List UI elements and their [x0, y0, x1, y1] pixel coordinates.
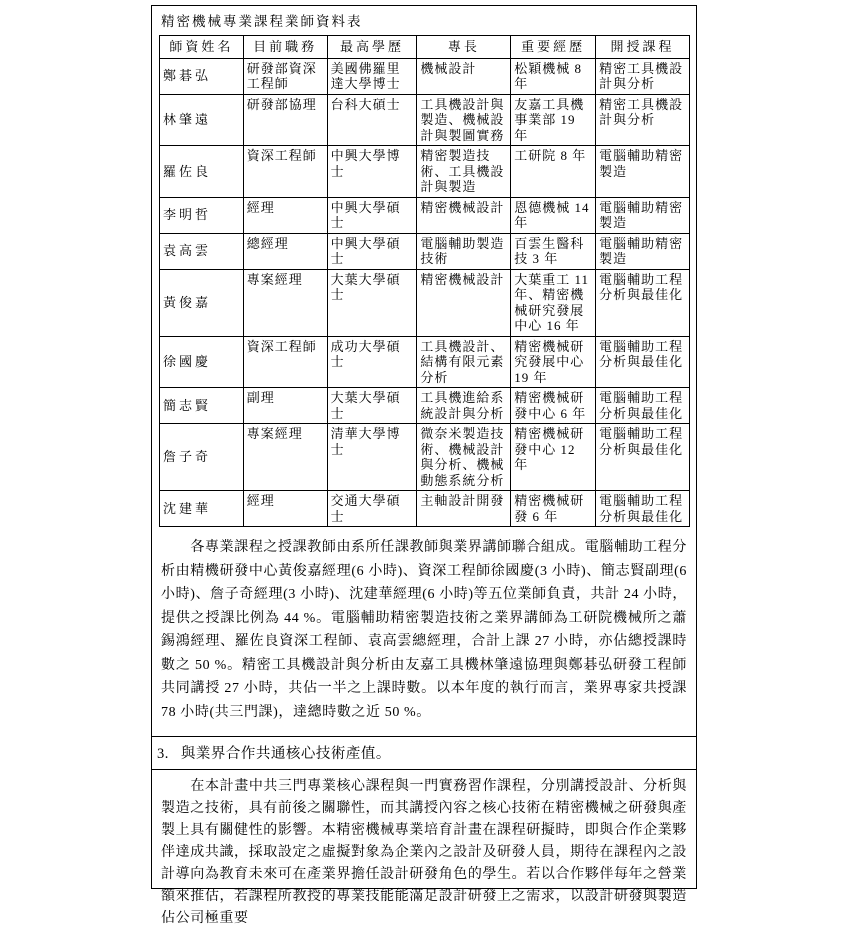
cell-instructor-name: 李明哲: [160, 197, 244, 233]
table-row: [160, 491, 690, 527]
cell-key-experience: 百雲生醫科技 3 年: [511, 233, 596, 269]
instructor-table: [159, 35, 690, 527]
cell-courses-taught: 電腦輔助工程分析與最佳化: [596, 424, 690, 491]
cell-current-position: 經理: [243, 197, 327, 233]
cell-highest-degree: 中興大學碩士: [327, 233, 417, 269]
cell-current-position: 資深工程師: [243, 146, 327, 198]
cell-courses-taught: 電腦輔助精密製造: [596, 233, 690, 269]
cell-instructor-name: 徐國慶: [160, 336, 244, 388]
cell-current-position: 資深工程師: [243, 336, 327, 388]
cell-instructor-name: 鄭碁弘: [160, 58, 244, 94]
table-row: [160, 94, 690, 146]
cell-instructor-name: 林肇遠: [160, 94, 244, 146]
cell-instructor-name: 黃俊嘉: [160, 269, 244, 336]
cell-courses-taught: 精密工具機設計與分析: [596, 94, 690, 146]
cell-highest-degree: 中興大學碩士: [327, 197, 417, 233]
cell-highest-degree: 成功大學碩士: [327, 336, 417, 388]
cell-specialty: 工具機設計與製造、機械設計與製圖實務: [417, 94, 511, 146]
cell-specialty: 精密製造技術、工具機設計與製造: [417, 146, 511, 198]
cell-current-position: 專案經理: [243, 269, 327, 336]
table-row: [160, 197, 690, 233]
cell-specialty: 主軸設計開發: [417, 491, 511, 527]
cell-current-position: 研發部資深工程師: [243, 58, 327, 94]
cell-instructor-name: 簡志賢: [160, 388, 244, 424]
table-header-row: [160, 36, 690, 59]
cell-instructor-name: 詹子奇: [160, 424, 244, 491]
cell-specialty: 機械設計: [417, 58, 511, 94]
column-header-specialty: 專長: [417, 36, 511, 59]
cell-key-experience: 恩德機械 14 年: [511, 197, 596, 233]
cell-key-experience: 松穎機械 8 年: [511, 58, 596, 94]
cell-instructor-name: 袁高雲: [160, 233, 244, 269]
cell-key-experience: 精密機械研究發展中心 19 年: [511, 336, 596, 388]
column-header-highest-degree: 最高學歷: [327, 36, 417, 59]
cell-key-experience: 精密機械研發 6 年: [511, 491, 596, 527]
cell-specialty: 微奈米製造技術、機械設計與分析、機械動態系統分析: [417, 424, 511, 491]
section-number: 3.: [157, 746, 169, 762]
table-row: [160, 58, 690, 94]
column-header-courses-taught: 開授課程: [596, 36, 690, 59]
cell-key-experience: 工研院 8 年: [511, 146, 596, 198]
doc-title: 精密機械專業課程業師資料表: [161, 14, 363, 29]
cell-highest-degree: 美國佛羅里達大學博士: [327, 58, 417, 94]
section-3-heading-row: [152, 736, 696, 770]
table-row: [160, 424, 690, 491]
section-heading: 與業界合作共通核心技術產值。: [180, 746, 391, 762]
cell-highest-degree: 大葉大學碩士: [327, 269, 417, 336]
cell-current-position: 副理: [243, 388, 327, 424]
table-row: [160, 336, 690, 388]
cell-highest-degree: 大葉大學碩士: [327, 388, 417, 424]
cell-courses-taught: 電腦輔助精密製造: [596, 146, 690, 198]
paragraph-1: 各專業課程之授課教師由系所任課教師與業界講師聯合組成。電腦輔助工程分析由精機研發中心黃俊嘉經理(6 小時)、資深工程師徐國慶(3 小時)、簡志賢副理(6 小時)、詹子奇經理(3 小時)、沈建華經理(6 小時)等五位業師負責，共計 24 小時，提供之授課比例為 44 %。電腦輔助精密製造技術之業界講師為工研院機械所之蕭錫鴻經理、羅佐良資深工程師、袁高雲總經理，合計上課 27 小時，亦佔總授課時數之 50 %。精密工具機設計與分析由友嘉工具機林肇遠協理與鄭碁弘研發工程師共同講授 27 小時，共佔一半之上課時數。以本年度的執行而言，業界專家共授課 78 小時(共三門課)，達總時數之近 50 %。: [161, 540, 687, 720]
cell-current-position: 研發部協理: [243, 94, 327, 146]
cell-highest-degree: 清華大學博士: [327, 424, 417, 491]
cell-highest-degree: 台科大碩士: [327, 94, 417, 146]
cell-key-experience: 精密機械研發中心 6 年: [511, 388, 596, 424]
table-row: [160, 233, 690, 269]
cell-specialty: 精密機械設計: [417, 197, 511, 233]
cell-courses-taught: 電腦輔助精密製造: [596, 197, 690, 233]
cell-courses-taught: 精密工具機設計與分析: [596, 58, 690, 94]
cell-key-experience: 精密機械研發中心 12 年: [511, 424, 596, 491]
cell-highest-degree: 交通大學碩士: [327, 491, 417, 527]
cell-specialty: 精密機械設計: [417, 269, 511, 336]
cell-specialty: 工具機設計、結構有限元素分析: [417, 336, 511, 388]
cell-key-experience: 大葉重工 11 年、精密機械研究發展中心 16 年: [511, 269, 596, 336]
paragraph-2: 在本計畫中共三門專業核心課程與一門實務習作課程，分別講授設計、分析與製造之技術，具有前後之關聯性，而其講授內容之核心技術在精密機械之研發與產製上具有關健性的影響。本精密機械專業培育計畫在課程研擬時，即與合作企業夥伴達成共識，採取設定之虛擬對象為企業內之設計及研發人員，期待在課程內之設計導向為教育未來可在產業界擔任設計研發角色的學生。若以合作夥伴每年之營業額來推估，若課程所教授的專業技能能滿足設計研發上之需求，以設計研發與製造佔公司極重要: [161, 779, 687, 926]
cell-courses-taught: 電腦輔助工程分析與最佳化: [596, 336, 690, 388]
cell-current-position: 專案經理: [243, 424, 327, 491]
cell-highest-degree: 中興大學博士: [327, 146, 417, 198]
cell-current-position: 經理: [243, 491, 327, 527]
cell-specialty: 工具機進給系統設計與分析: [417, 388, 511, 424]
doc-outer-box: [151, 5, 697, 926]
cell-instructor-name: 羅佐良: [160, 146, 244, 198]
table-row: [160, 388, 690, 424]
column-header-instructor-name: 師資姓名: [160, 36, 244, 59]
cell-specialty: 電腦輔助製造技術: [417, 233, 511, 269]
column-header-current-position: 目前職務: [243, 36, 327, 59]
table-row: [160, 146, 690, 198]
cell-instructor-name: 沈建華: [160, 491, 244, 527]
cell-courses-taught: 電腦輔助工程分析與最佳化: [596, 388, 690, 424]
cell-courses-taught: 電腦輔助工程分析與最佳化: [596, 491, 690, 527]
cell-courses-taught: 電腦輔助工程分析與最佳化: [596, 269, 690, 336]
cell-key-experience: 友嘉工具機事業部 19 年: [511, 94, 596, 146]
cell-current-position: 總經理: [243, 233, 327, 269]
column-header-key-experience: 重要經歷: [511, 36, 596, 59]
table-row: [160, 269, 690, 336]
